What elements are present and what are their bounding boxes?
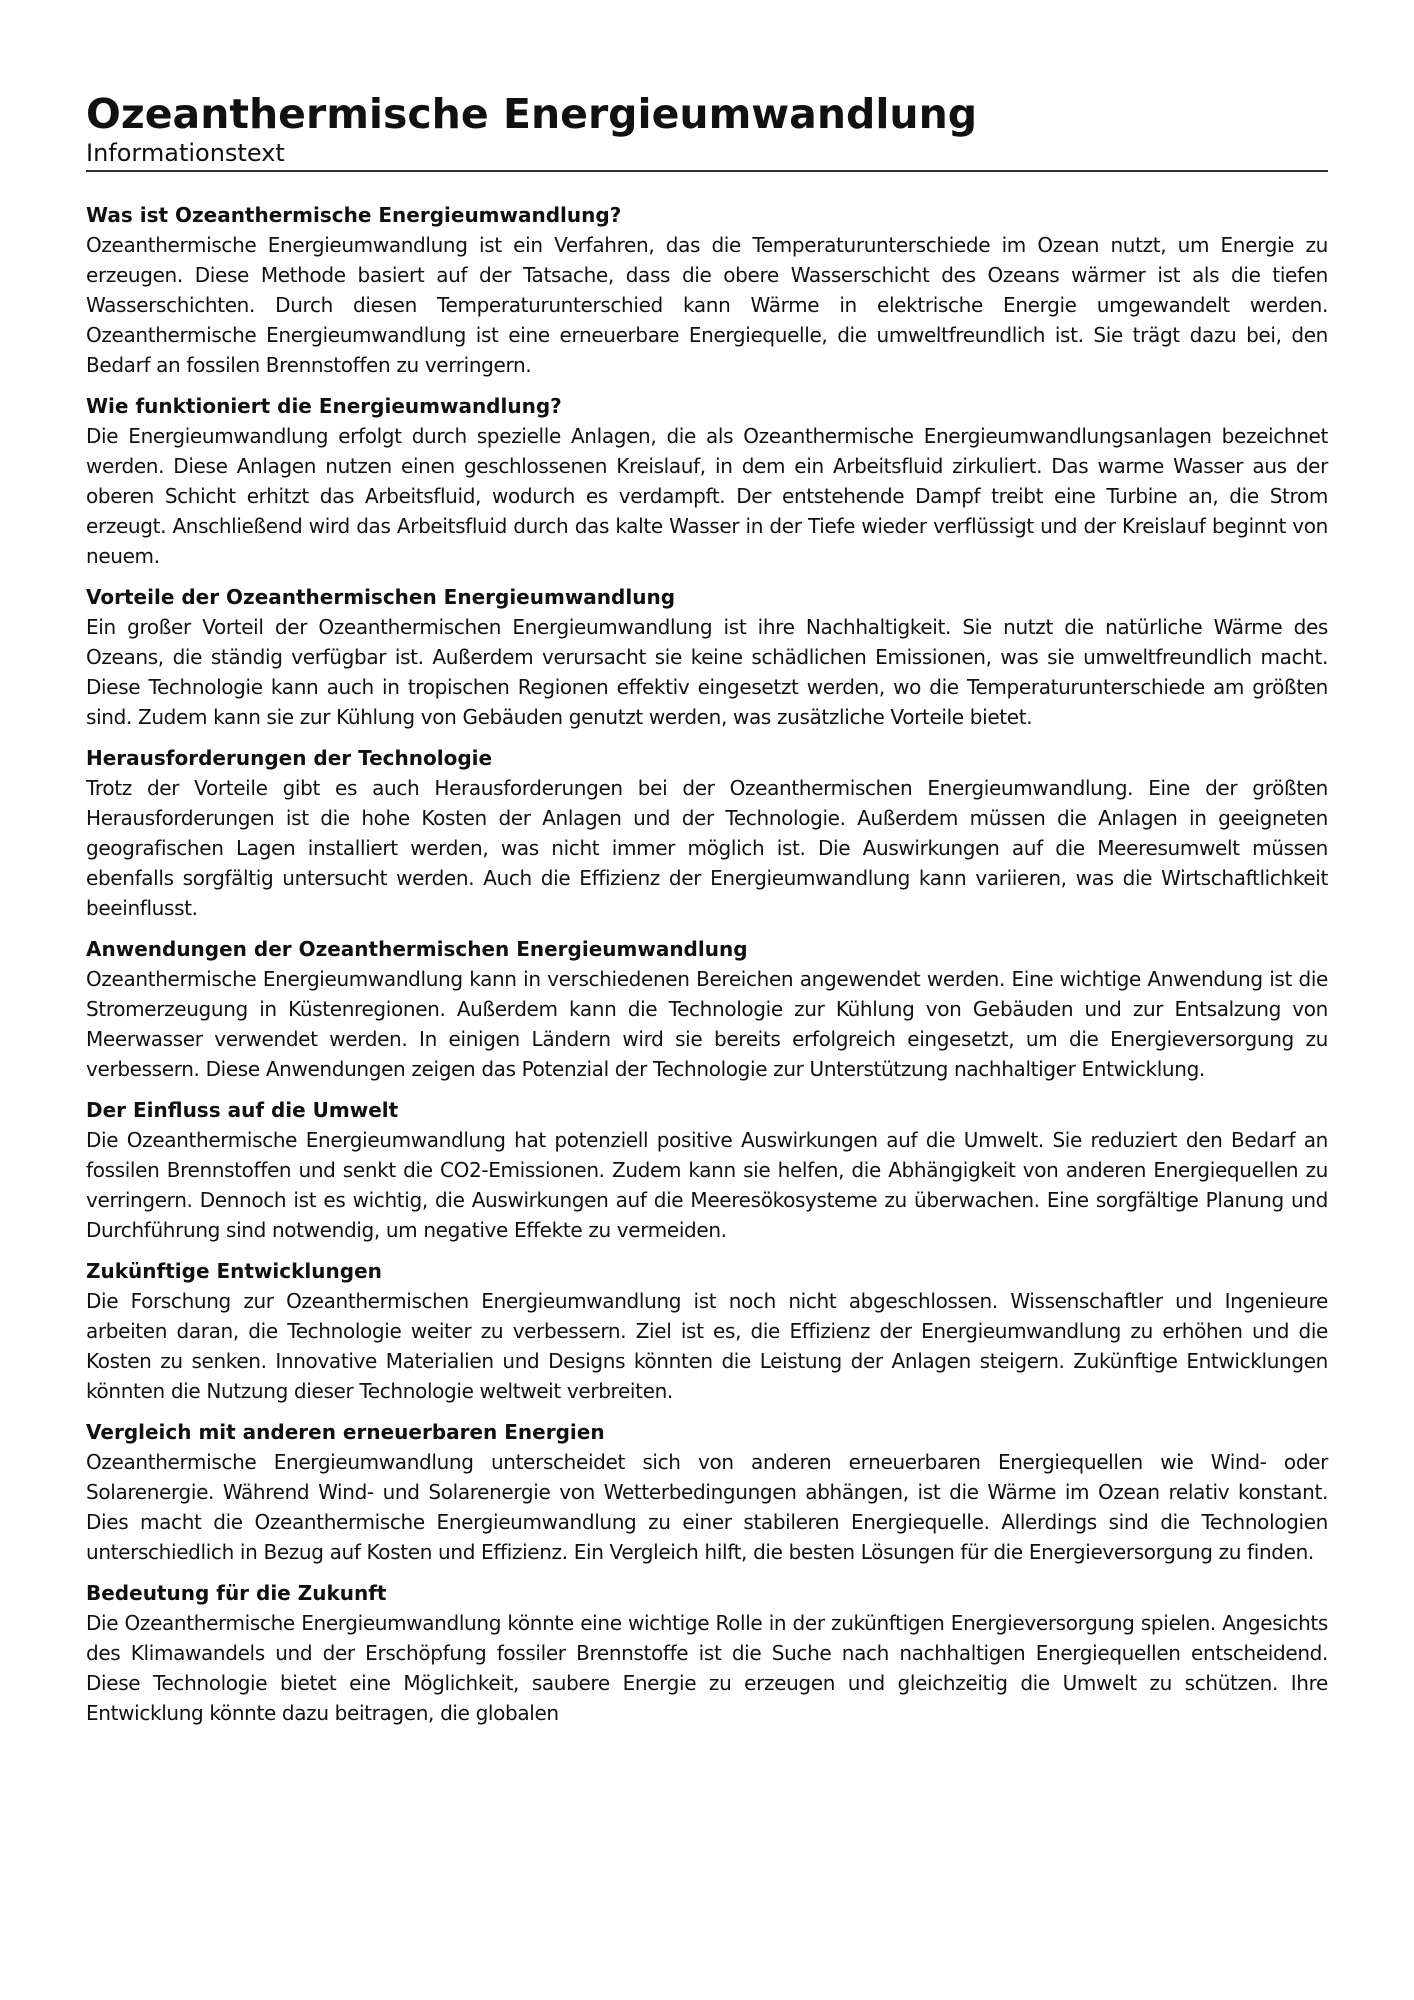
section-body: Die Ozeanthermische Energieumwandlung könnte eine wichtige Rolle in der zukünftigen Energieversorgung spielen. Angesichts des Klimawandels und der Erschöpfung fossiler Brennstoffe ist die Suche nach nachhaltigen Energiequellen entscheidend. Diese Technologie bietet eine Möglichkeit, saubere Energie zu erzeugen und gleichzeitig die Umwelt zu schützen. Ihre Entwicklung könnte dazu beitragen, die globalen [86, 1611, 1328, 1725]
section-body: Ozeanthermische Energieumwandlung unterscheidet sich von anderen erneuerbaren Energiequellen wie Wind- oder Solarenergie. Während Wind- und Solarenergie von Wetterbedingungen abhängen, ist die Wärme im Ozean relativ konstant. Dies macht die Ozeanthermische Energieumwandlung zu einer stabileren Energiequelle. Allerdings sind die Technologien unterschiedlich in Bezug auf Kosten und Effizienz. Ein Vergleich hilft, die besten Lösungen für die Energieversorgung zu finden. [86, 1450, 1328, 1564]
section-herausforderungen [86, 743, 1328, 923]
document-page [86, 90, 1328, 1739]
document-content [86, 200, 1328, 1728]
section-was-ist [86, 200, 1328, 380]
section-heading: Zukünftige Entwicklungen [86, 1259, 382, 1283]
section-heading: Herausforderungen der Technologie [86, 746, 493, 770]
section-body: Die Ozeanthermische Energieumwandlung hat potenziell positive Auswirkungen auf die Umwelt. Sie reduziert den Bedarf an fossilen Brennstoffen und senkt die CO2-Emissionen. Zudem kann sie helfen, die Abhängigkeit von anderen Energiequellen zu verringern. Dennoch ist es wichtig, die Auswirkungen auf die Meeresökosysteme zu überwachen. Eine sorgfältige Planung und Durchführung sind notwendig, um negative Effekte zu vermeiden. [86, 1128, 1328, 1242]
section-body: Ein großer Vorteil der Ozeanthermischen Energieumwandlung ist ihre Nachhaltigkeit. Sie nutzt die natürliche Wärme des Ozeans, die ständig verfügbar ist. Außerdem verursacht sie keine schädlichen Emissionen, was sie umweltfreundlich macht. Diese Technologie kann auch in tropischen Regionen effektiv eingesetzt werden, wo die Temperaturunterschiede am größten sind. Zudem kann sie zur Kühlung von Gebäuden genutzt werden, was zusätzliche Vorteile bietet. [86, 615, 1328, 729]
section-body: Die Energieumwandlung erfolgt durch spezielle Anlagen, die als Ozeanthermische Energieumwandlungsanlagen bezeichnet werden. Diese Anlagen nutzen einen geschlossenen Kreislauf, in dem ein Arbeitsfluid zirkuliert. Das warme Wasser aus der oberen Schicht erhitzt das Arbeitsfluid, wodurch es verdampft. Der entstehende Dampf treibt eine Turbine an, die Strom erzeugt. Anschließend wird das Arbeitsfluid durch das kalte Wasser in der Tiefe wieder verflüssigt und der Kreislauf beginnt von neuem. [86, 424, 1328, 568]
section-einfluss-umwelt [86, 1095, 1328, 1245]
document-title: Ozeanthermische Energieumwandlung [86, 90, 978, 138]
section-heading: Der Einfluss auf die Umwelt [86, 1098, 399, 1122]
section-wie-funktioniert [86, 391, 1328, 571]
section-zukuenftige-entwicklungen [86, 1256, 1328, 1406]
section-anwendungen [86, 934, 1328, 1084]
section-body: Ozeanthermische Energieumwandlung kann in verschiedenen Bereichen angewendet werden. Eine wichtige Anwendung ist die Stromerzeugung in Küstenregionen. Außerdem kann die Technologie zur Kühlung von Gebäuden und zur Entsalzung von Meerwasser verwendet werden. In einigen Ländern wird sie bereits erfolgreich eingesetzt, um die Energieversorgung zu verbessern. Diese Anwendungen zeigen das Potenzial der Technologie zur Unterstützung nachhaltiger Entwicklung. [86, 967, 1328, 1081]
section-vergleich [86, 1417, 1328, 1567]
section-bedeutung-zukunft [86, 1578, 1328, 1728]
section-body: Ozeanthermische Energieumwandlung ist ein Verfahren, das die Temperaturunterschiede im Ozean nutzt, um Energie zu erzeugen. Diese Methode basiert auf der Tatsache, dass die obere Wasserschicht des Ozeans wärmer ist als die tiefen Wasserschichten. Durch diesen Temperaturunterschied kann Wärme in elektrische Energie umgewandelt werden. Ozeanthermische Energieumwandlung ist eine erneuerbare Energiequelle, die umweltfreundlich ist. Sie trägt dazu bei, den Bedarf an fossilen Brennstoffen zu verringern. [86, 233, 1328, 377]
section-heading: Was ist Ozeanthermische Energieumwandlung? [86, 203, 622, 227]
section-heading: Vergleich mit anderen erneuerbaren Energien [86, 1420, 605, 1444]
section-heading: Anwendungen der Ozeanthermischen Energieumwandlung [86, 937, 748, 961]
section-body: Die Forschung zur Ozeanthermischen Energieumwandlung ist noch nicht abgeschlossen. Wissenschaftler und Ingenieure arbeiten daran, die Technologie weiter zu verbessern. Ziel ist es, die Effizienz der Energieumwandlung zu erhöhen und die Kosten zu senken. Innovative Materialien und Designs könnten die Leistung der Anlagen steigern. Zukünftige Entwicklungen könnten die Nutzung dieser Technologie weltweit verbreiten. [86, 1289, 1328, 1403]
document-subtitle: Informationstext [86, 138, 1328, 172]
section-heading: Vorteile der Ozeanthermischen Energieumwandlung [86, 585, 676, 609]
section-heading: Bedeutung für die Zukunft [86, 1581, 387, 1605]
section-heading: Wie funktioniert die Energieumwandlung? [86, 394, 562, 418]
section-vorteile [86, 582, 1328, 732]
section-body: Trotz der Vorteile gibt es auch Herausforderungen bei der Ozeanthermischen Energieumwandlung. Eine der größten Herausforderungen ist die hohe Kosten der Anlagen und der Technologie. Außerdem müssen die Anlagen in geeigneten geografischen Lagen installiert werden, was nicht immer möglich ist. Die Auswirkungen auf die Meeresumwelt müssen ebenfalls sorgfältig untersucht werden. Auch die Effizienz der Energieumwandlung kann variieren, was die Wirtschaftlichkeit beeinflusst. [86, 776, 1328, 920]
